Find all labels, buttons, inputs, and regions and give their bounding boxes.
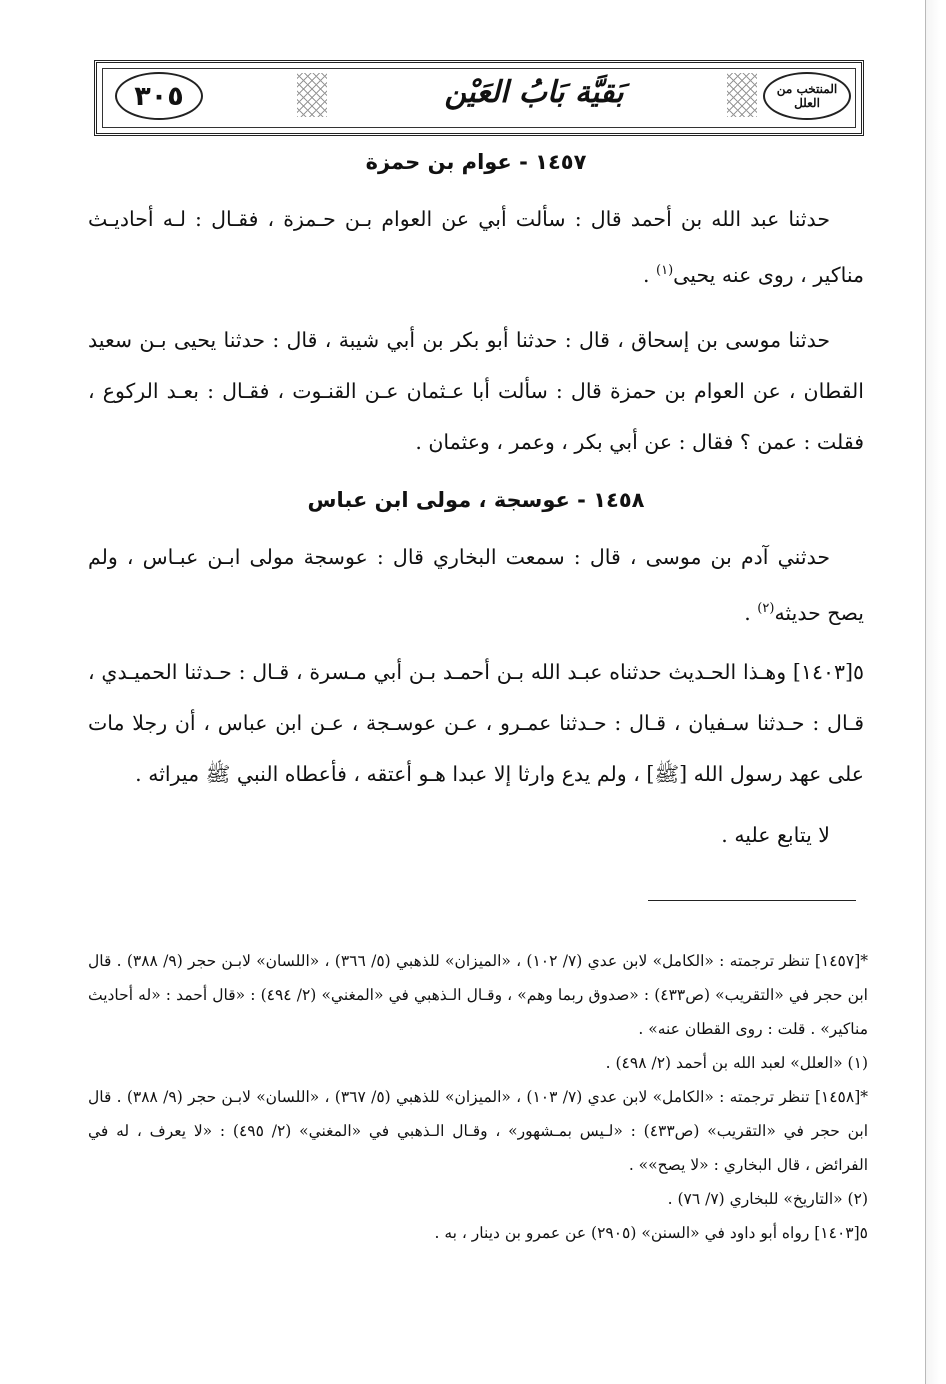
entry-paragraph: حدثني آدم بن موسى ، قال : سمعت البخاري قال : عوسجة مولى ابـن عبـاس ، ولم يصح حديثه$^{(٢)}$ . xyxy=(88,544,864,625)
entry-heading: ١٤٥٧ - عوام بن حمزة xyxy=(365,150,587,174)
footnote-item: *[١٤٥٧] تنظر ترجمته : «الكامل» لابن عدي (٧/ ١٠٢) ، «الميزان» للذهبي (٥/ ٣٦٦) ، «اللسان» لابـن حجر (٩/ ٣٨٨) . قال ابن حجر في «التقريب» (ص٤٣٣) : «صدوق ربما وهم» ، وقـال الـذهبي في «المغني» (٢/ ٤٩٤) : «قال أحمد : «له أحاديث مناكير» . قلت : روى القطان عنه» . xyxy=(88,952,869,1038)
page-number: ٣٠٥ xyxy=(134,80,184,112)
footnote-item: (٢) «التاريخ» للبخاري (٧/ ٧٦) . xyxy=(667,1190,868,1208)
ornament-pattern xyxy=(727,73,757,117)
footnote-item: *[١٤٥٨] تنظر ترجمته : «الكامل» لابن عدي (٧/ ١٠٣) ، «الميزان» للذهبي (٥/ ٣٦٧) ، «اللسان» لابـن حجر (٩/ ٣٨٨) . قال ابن حجر في «التقريب» (ص٤٣٣) : «لـيس بمـشهور» ، وقـال الـذهبي في «المغني» (٢/ ٤٩٥) : «لا يعرف ، له في الفرائض ، قال البخاري : «لا يصح»» . xyxy=(88,1088,869,1174)
footnote-reference: (٢) xyxy=(757,600,775,616)
entry-heading: ١٤٥٨ - عوسجة ، مولى ابن عباس xyxy=(307,487,645,512)
publisher-logo xyxy=(763,72,851,120)
page-number-medallion xyxy=(115,72,203,120)
paragraph-text: حدثنا عبد الله بن أحمد قال : سألت أبي عن العوام بـن حـمزة ، فقـال : لـه أحاديـث مناكير ، روى عنه يحيى xyxy=(88,207,864,287)
ornament-pattern xyxy=(297,73,327,117)
footnote-item: ٥[١٤٠٣] رواه أبو داود في «السنن» (٢٩٠٥) عن عمرو بن دينار ، به . xyxy=(434,1224,868,1242)
footnotes-section xyxy=(88,944,868,1250)
entry-paragraph: حدثنا موسى بن إسحاق ، قال : حدثنا أبو بكر بن أبي شيبة ، قال : حدثنا يحيى بـن سعيد القطان ، عن العوام بن حمزة قال : سألت أبا عـثمان عـن القنـوت ، فقـال : بعـد الركوع ، فقلت : عمن ؟ فقال : عن أبي بكر ، وعمر ، وعثمان . xyxy=(88,327,864,454)
footnote-item: (١) «العلل» لعبد الله بن أحمد (٢/ ٤٩٨) . xyxy=(605,1054,868,1072)
entry-paragraph: حدثنا عبد الله بن أحمد قال : سألت أبي عن العوام بـن حـمزة ، فقـال : لـه أحاديـث مناكير ، روى عنه يحيى$^{(١)}$ . xyxy=(88,207,864,287)
hadith-conclusion: لا يتابع عليه . xyxy=(721,822,830,847)
running-header xyxy=(94,60,864,136)
running-title: بَقيَّة بَابُ العَيْن xyxy=(444,75,624,110)
paragraph-text: حدثني آدم بن موسى ، قال : سمعت البخاري قال : عوسجة مولى ابـن عبـاس ، ولم يصح حديثه xyxy=(88,544,864,625)
logo-text: المنتخب من العلل xyxy=(776,82,838,110)
footnote-divider xyxy=(648,900,856,901)
main-text xyxy=(88,140,864,861)
page-binding-edge xyxy=(925,0,940,1384)
hadith-paragraph: ٥[١٤٠٣] وهـذا الحـديث حدثناه عبـد الله بـن أحمـد بـن أبي مـسرة ، قـال : حـدثنا الحميـدي ، قـال : حـدثنا سـفيان ، قـال : حـدثنا عمـرو ، عـن عوسـجة ، عـن ابن عباس ، أن رجلا مات على عهد رسول الله [ﷺ] ، ولم يدع وارثا إلا عبدا هـو أعتقه ، فأعطاه النبي ﷺ ميراثه . xyxy=(88,659,864,786)
footnote-reference: (١) xyxy=(656,263,674,278)
